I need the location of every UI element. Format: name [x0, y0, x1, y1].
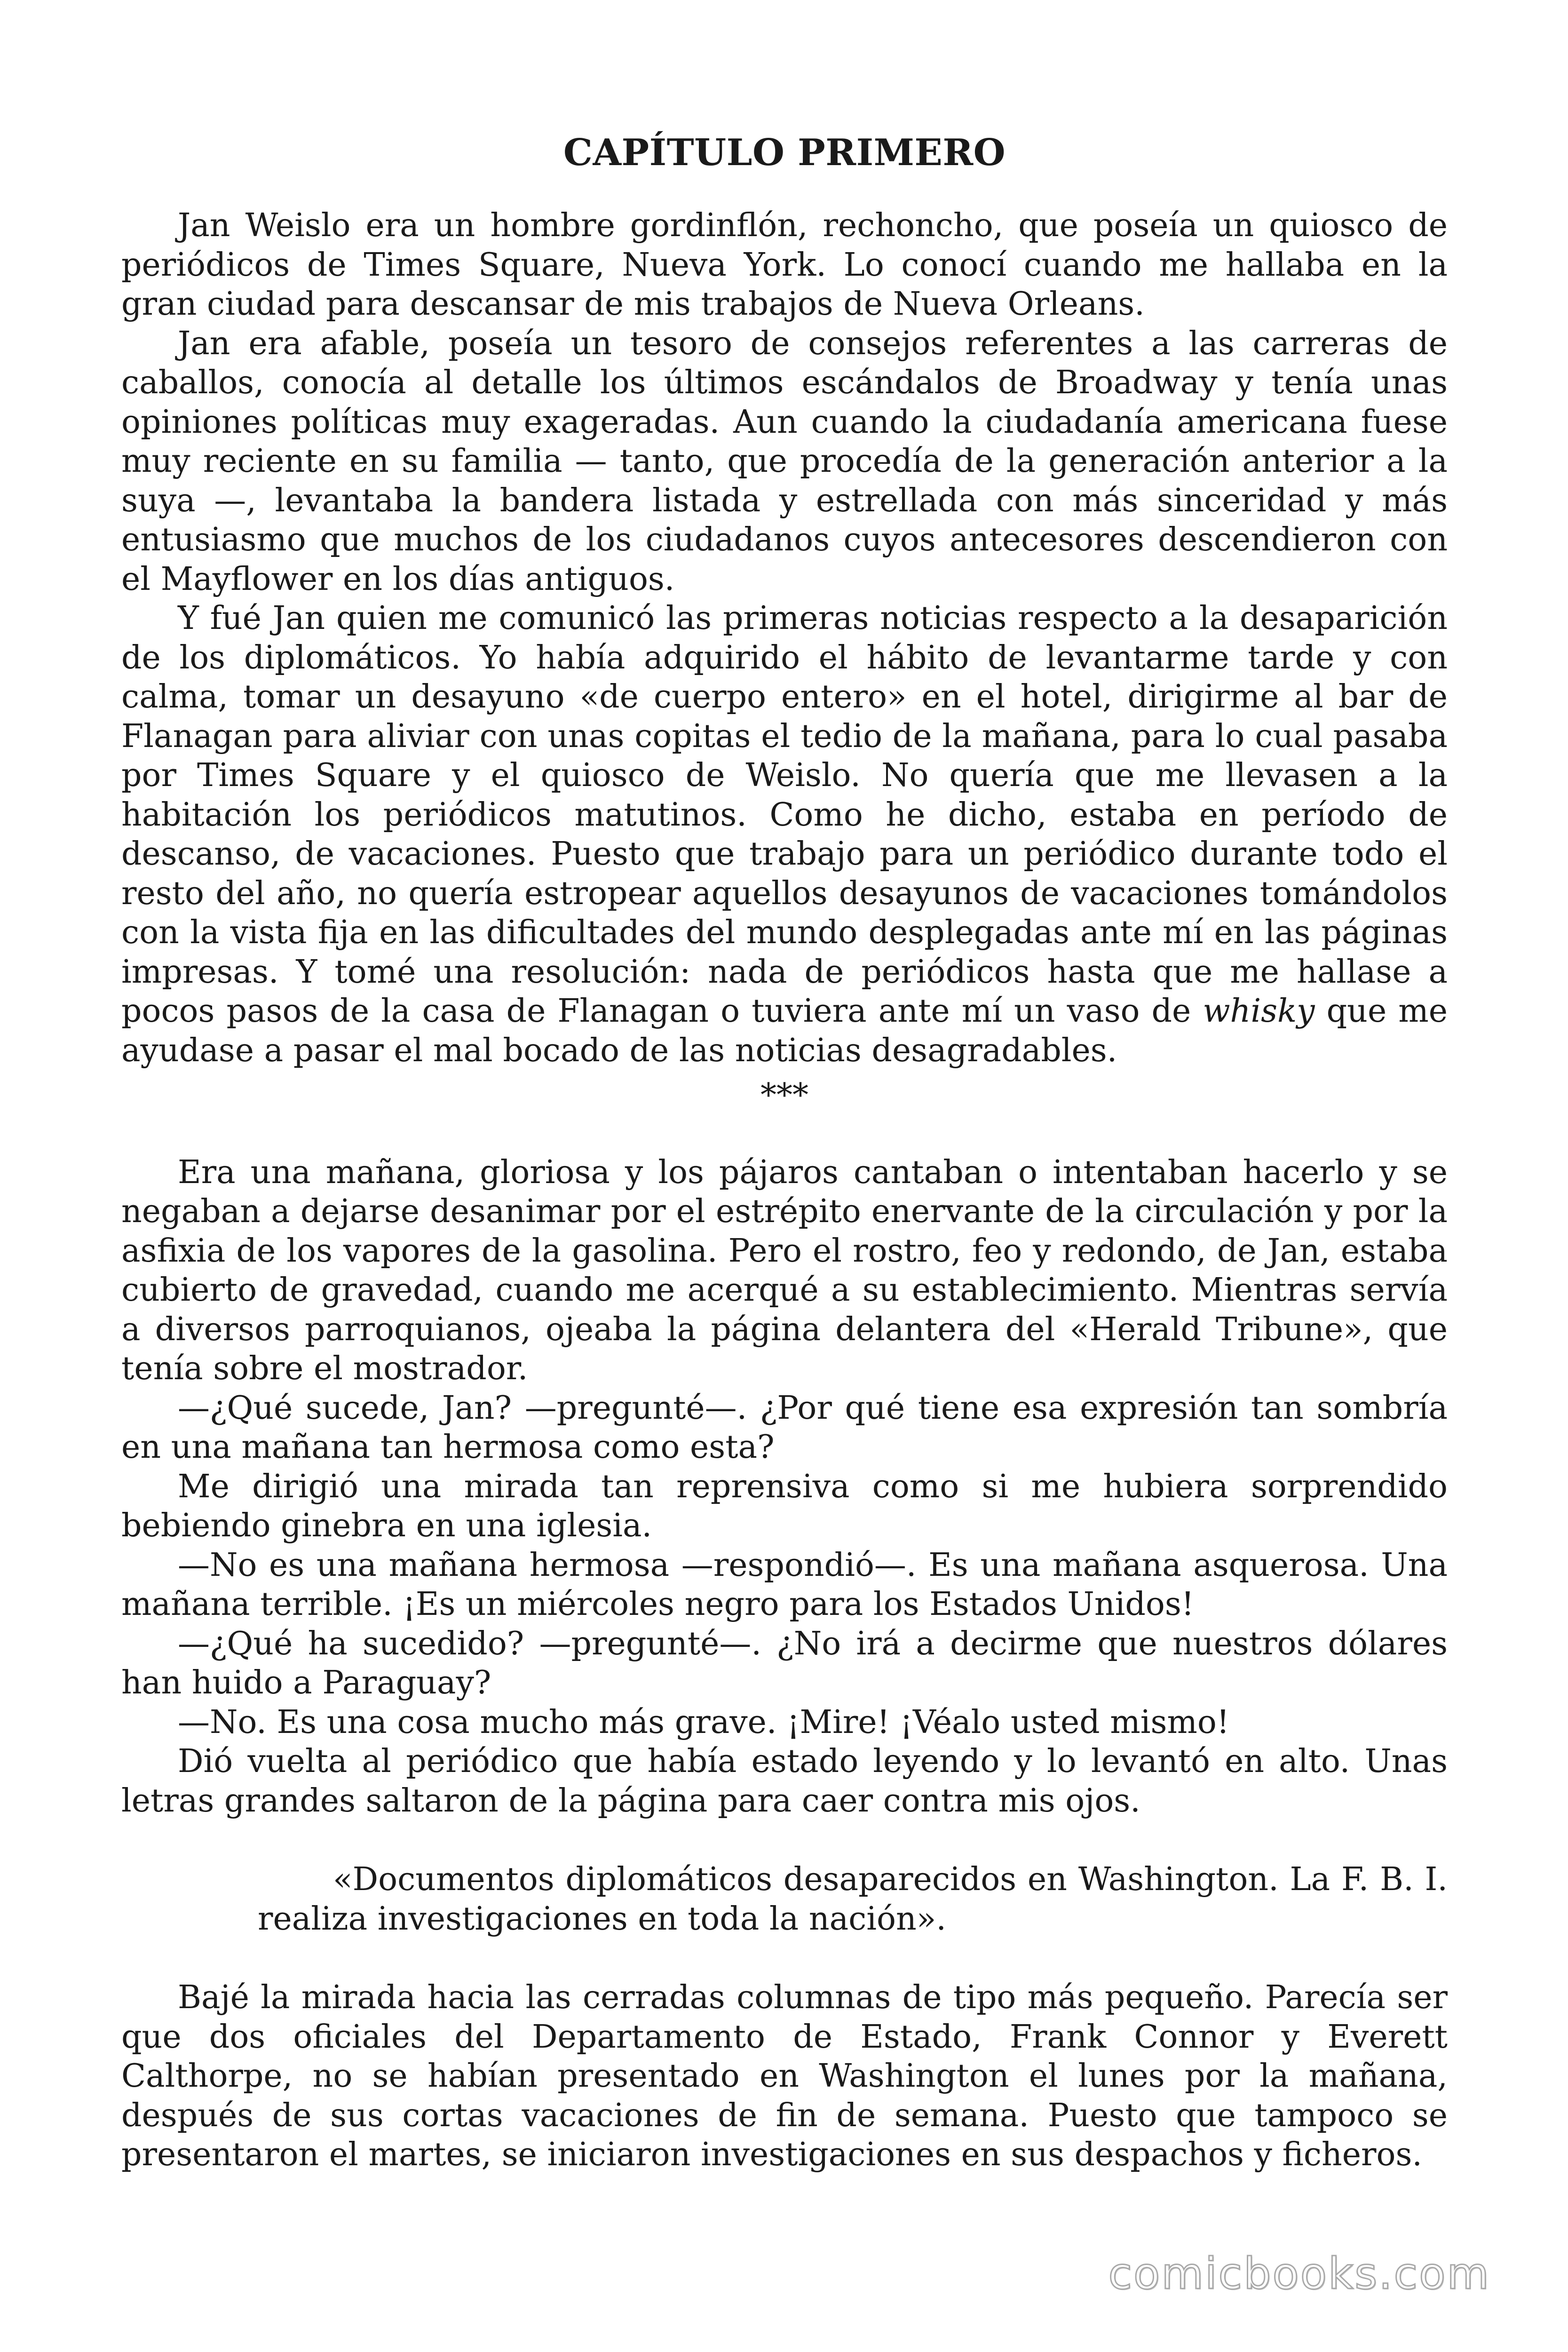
paragraph: Me dirigió una mirada tan reprensiva como si me hubiera sorprendido bebiendo ginebra en una iglesia.: [121, 1468, 1448, 1544]
paragraph-text: Y fué Jan quien me comunicó las primeras noticias respecto a la desaparición de los diplomáticos. Yo había adquirido el hábito de levantarme tarde y con calma, tomar un desayuno «de cuerpo entero» en el hotel, dirigirme al bar de Flanagan para aliviar con unas copitas el tedio de la mañana, para lo cual pasaba por Times Square y el quiosco de Weislo. No quería que me llevasen a la habitación los periódicos matutinos. Como he dicho, estaba en período de descanso, de vacaciones. Puesto que trabajo para un periódico durante todo el resto del año, no quería estropear aquellos desayunos de vacaciones tomándolos con la vista fija en las dificultades del mundo desplegadas ante mí en las páginas impresas. Y tomé una resolución: nada de periódicos hasta que me hallase a pocos pasos de la casa de Flanagan o tuviera ante mí un vaso de: [121, 600, 1448, 1030]
paragraph-text: que me ayudase a pasar el mal bocado de las noticias desagradables.: [121, 993, 1448, 1069]
watermark: comicbooks.com: [1108, 2249, 1490, 2299]
dialogue-line: —No es una mañana hermosa —respondió—. Es una mañana asquerosa. Una mañana terrible. ¡Es un miércoles negro para los Estados Unidos!: [121, 1546, 1448, 1623]
section-separator: ***: [760, 1077, 808, 1114]
book-page: [121, 127, 1448, 2175]
paragraph: Bajé la mirada hacia las cerradas columnas de tipo más pequeño. Parecía ser que dos oficiales del Departamento de Estado, Frank Connor y Everett Calthorpe, no se habían presentado en Washington el lunes por la mañana, después de sus cortas vacaciones de fin de semana. Puesto que tampoco se presentaron el martes, se iniciaron investigaciones en sus despachos y ficheros.: [121, 1979, 1448, 2173]
paragraph: Jan era afable, poseía un tesoro de consejos referentes a las carreras de caballos, conocía al detalle los últimos escándalos de Broadway y tenía unas opiniones políticas muy exageradas. Aun cuando la ciudadanía americana fuese muy reciente en su familia — tanto, que procedía de la generación anterior a la suya —, levantaba la bandera listada y estrellada con más sinceridad y más entusiasmo que muchos de los ciudadanos cuyos antecesores descendieron con el Mayflower en los días antiguos.: [121, 325, 1448, 598]
paragraph-whisky: [121, 599, 1448, 1070]
newspaper-headline-quote: «Documentos diplomáticos desaparecidos en Washington. La F. B. I. realiza investigaciones en toda la nación».: [258, 1861, 1448, 1938]
dialogue-line: —¿Qué ha sucedido? —pregunté—. ¿No irá a decirme que nuestros dólares han huido a Paraguay?: [121, 1625, 1448, 1701]
paragraph: Dió vuelta al periódico que había estado leyendo y lo levantó en alto. Unas letras grandes saltaron de la página para caer contra mis ojos.: [121, 1743, 1448, 1820]
paragraph: Era una mañana, gloriosa y los pájaros cantaban o intentaban hacerlo y se negaban a dejarse desanimar por el estrépito enervante de la circulación y por la asfixia de los vapores de la gasolina. Pero el rostro, feo y redondo, de Jan, estaba cubierto de gravedad, cuando me acerqué a su establecimiento. Mientras servía a diversos parroquianos, ojeaba la página delantera del «Herald Tribune», que tenía sobre el mostrador.: [121, 1153, 1448, 1387]
dialogue-line: —No. Es una cosa mucho más grave. ¡Mire! ¡Véalo usted mismo!: [178, 1703, 1230, 1741]
chapter-title: CAPÍTULO PRIMERO: [563, 131, 1006, 174]
italic-word: whisky: [1203, 993, 1315, 1030]
dialogue-line: —¿Qué sucede, Jan? —pregunté—. ¿Por qué tiene esa expresión tan sombría en una mañana tan hermosa como esta?: [121, 1389, 1448, 1466]
paragraph: Jan Weislo era un hombre gordinflón, rechoncho, que poseía un quiosco de periódicos de Times Square, Nueva York. Lo conocí cuando me hallaba en la gran ciudad para descansar de mis trabajos de Nueva Orleans.: [121, 207, 1448, 323]
